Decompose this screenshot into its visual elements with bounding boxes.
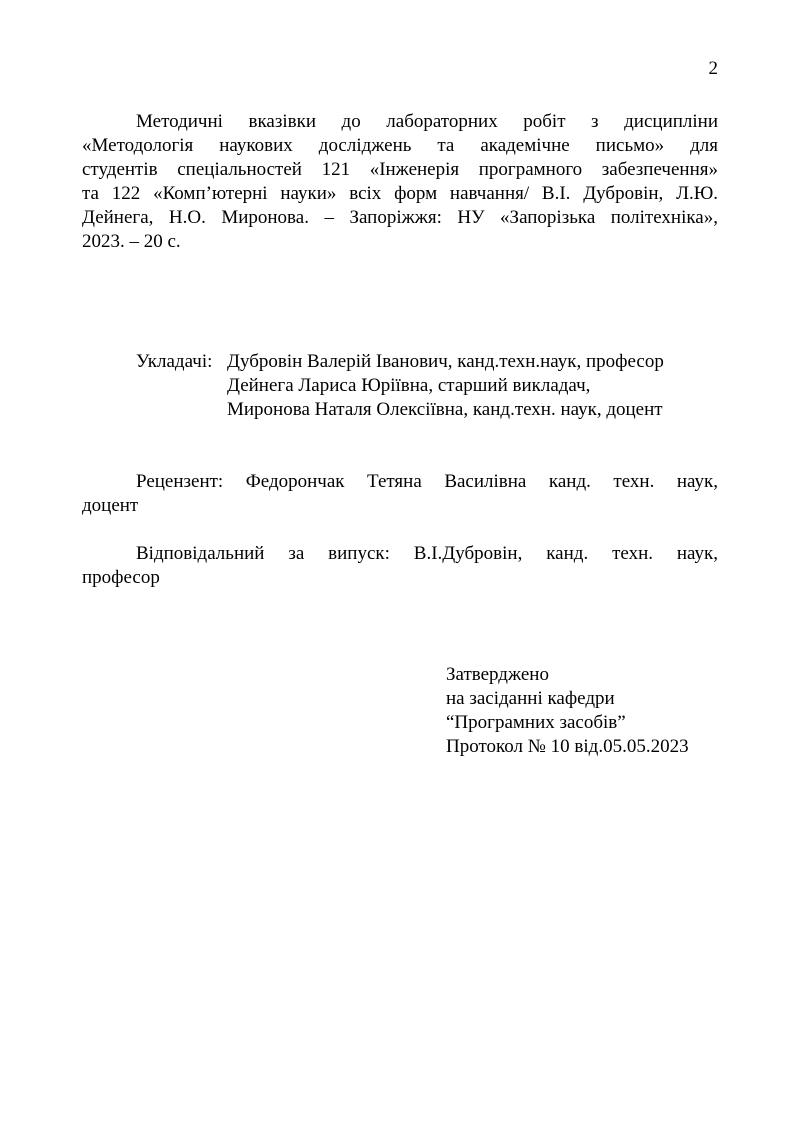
compiler-name: Дейнега Лариса Юріївна, старший викладач,	[227, 375, 591, 396]
approval-line: Протокол № 10 від.05.05.2023	[446, 736, 689, 757]
bibliographic-abstract	[82, 110, 718, 254]
page-number: 2	[708, 58, 718, 79]
abstract-line: Дейнега, Н.О. Миронова. – Запоріжжя: НУ «Запорізька політехніка»,	[82, 207, 718, 228]
abstract-line: 2023. – 20 с.	[82, 231, 181, 252]
approval-line: Затверджено	[446, 664, 549, 685]
compiler-name: Дубровін Валерій Іванович, канд.техн.наук, професор	[227, 351, 664, 372]
abstract-line: «Методологія наукових досліджень та академічне письмо» для	[82, 135, 718, 156]
responsible-line-continuation: професор	[82, 567, 160, 588]
reviewer-block	[82, 470, 718, 518]
compilers-label: Укладачі:	[136, 351, 213, 372]
abstract-line: Методичні вказівки до лабораторних робіт з дисципліни	[136, 111, 718, 132]
abstract-line: студентів спеціальностей 121 «Інженерія програмного забезпечення»	[82, 159, 718, 180]
approval-line: на засіданні кафедри	[446, 688, 615, 709]
responsible-line: Відповідальний за випуск: В.І.Дубровін, канд. техн. наук,	[136, 543, 718, 564]
compiler-name: Миронова Наталя Олексіївна, канд.техн. наук, доцент	[227, 399, 663, 420]
reviewer-line: Рецензент: Федорончак Тетяна Василівна канд. техн. наук,	[136, 471, 718, 492]
responsible-block	[82, 542, 718, 590]
abstract-line: та 122 «Комп’ютерні науки» всіх форм навчання/ В.І. Дубровін, Л.Ю.	[82, 183, 718, 204]
compilers-block	[136, 350, 736, 422]
reviewer-line-continuation: доцент	[82, 495, 139, 516]
approval-block	[446, 663, 689, 759]
approval-line: “Програмних засобів”	[446, 712, 626, 733]
